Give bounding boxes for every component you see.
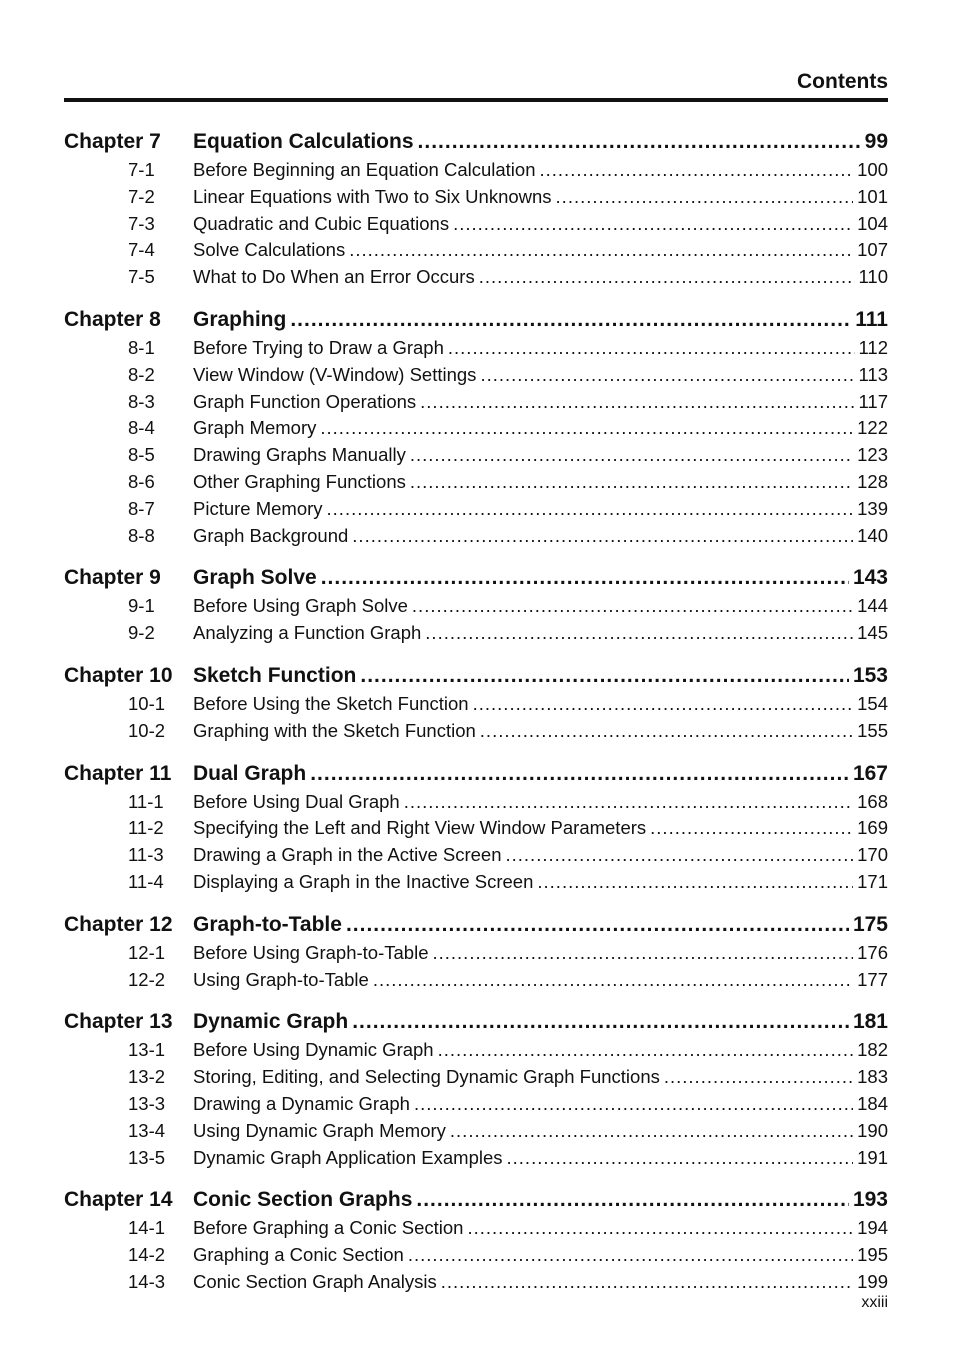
chapter-title: Dual Graph xyxy=(193,761,307,785)
section-number: 8-6 xyxy=(128,470,155,492)
chapter-page-number: 111 xyxy=(855,307,888,331)
section-entry[interactable] xyxy=(64,525,888,552)
section-entry[interactable] xyxy=(64,595,888,622)
section-page-number: 170 xyxy=(857,844,888,866)
section-title: Linear Equations with Two to Six Unknowns xyxy=(193,185,552,207)
section-entry[interactable] xyxy=(64,622,888,649)
section-title: Before Using Graph-to-Table xyxy=(193,941,429,963)
dot-leader xyxy=(537,871,853,893)
section-number: 13-2 xyxy=(128,1066,166,1088)
chapter-page-number: 143 xyxy=(852,566,888,590)
section-page-number: 144 xyxy=(857,595,888,617)
section-page-number: 117 xyxy=(858,390,888,412)
section-page-number: 171 xyxy=(857,870,888,892)
section-title: Quadratic and Cubic Equations xyxy=(193,212,450,234)
section-entry[interactable] xyxy=(64,871,888,898)
section-entry[interactable] xyxy=(64,1120,888,1147)
section-title: Displaying a Graph in the Inactive Screen xyxy=(193,870,534,892)
dot-leader xyxy=(327,498,854,520)
section-title: Dynamic Graph Application Examples xyxy=(193,1146,503,1168)
chapter-title: Sketch Function xyxy=(193,663,357,687)
section-page-number: 128 xyxy=(857,470,888,492)
chapter-title: Conic Section Graphs xyxy=(193,1188,413,1212)
section-entry[interactable] xyxy=(64,1039,888,1066)
section-number: 14-1 xyxy=(128,1217,166,1239)
dot-leader xyxy=(425,622,853,644)
chapter-label: Chapter 10 xyxy=(64,663,173,687)
header-rule xyxy=(64,98,888,102)
section-number: 8-1 xyxy=(128,336,155,358)
section-entry[interactable] xyxy=(64,444,888,471)
chapter-label: Chapter 7 xyxy=(64,130,161,153)
section-title: Drawing a Graph in the Active Screen xyxy=(193,844,502,866)
dot-leader xyxy=(360,664,849,688)
chapter-block xyxy=(64,566,888,649)
chapter-title: Equation Calculations xyxy=(193,130,414,153)
section-number: 11-1 xyxy=(128,790,164,812)
section-entry[interactable] xyxy=(64,817,888,844)
dot-leader xyxy=(441,1271,853,1293)
section-title: Conic Section Graph Analysis xyxy=(193,1270,437,1292)
section-entry[interactable] xyxy=(64,1271,888,1298)
dot-leader xyxy=(416,1188,849,1212)
section-title: Storing, Editing, and Selecting Dynamic Graph Functions xyxy=(193,1066,660,1088)
section-page-number: 182 xyxy=(857,1039,888,1061)
section-title: Graph Memory xyxy=(193,417,317,439)
chapter-entry[interactable] xyxy=(64,762,888,791)
section-entry[interactable] xyxy=(64,942,888,969)
chapter-title: Graph Solve xyxy=(193,566,317,590)
dot-leader xyxy=(450,1120,853,1142)
dot-leader xyxy=(349,239,853,261)
section-page-number: 140 xyxy=(857,524,888,546)
section-page-number: 154 xyxy=(857,692,888,714)
dot-leader xyxy=(346,913,849,937)
section-number: 14-3 xyxy=(128,1270,166,1292)
section-page-number: 113 xyxy=(858,363,888,385)
dot-leader xyxy=(448,337,855,359)
page-header-title: Contents xyxy=(797,70,888,93)
section-page-number: 194 xyxy=(857,1217,888,1239)
section-entry[interactable] xyxy=(64,1244,888,1271)
chapter-label: Chapter 8 xyxy=(64,307,161,331)
chapter-page-number: 175 xyxy=(852,912,888,936)
section-title: Graph Function Operations xyxy=(193,390,417,412)
dot-leader xyxy=(432,942,853,964)
section-page-number: 104 xyxy=(857,212,888,234)
chapter-label: Chapter 14 xyxy=(64,1188,173,1212)
section-title: Before Graphing a Conic Section xyxy=(193,1217,464,1239)
dot-leader xyxy=(650,817,853,839)
section-entry[interactable] xyxy=(64,498,888,525)
section-title: View Window (V-Window) Settings xyxy=(193,363,477,385)
section-entry[interactable] xyxy=(64,391,888,418)
dot-leader xyxy=(438,1039,854,1061)
dot-leader xyxy=(310,762,849,786)
dot-leader xyxy=(480,364,854,386)
section-entry[interactable] xyxy=(64,969,888,996)
section-page-number: 184 xyxy=(857,1092,888,1114)
chapter-entry[interactable] xyxy=(64,566,888,595)
dot-leader xyxy=(404,791,853,813)
chapter-label: Chapter 9 xyxy=(64,566,161,590)
section-entry[interactable] xyxy=(64,364,888,391)
section-title: Drawing Graphs Manually xyxy=(193,444,406,466)
section-number: 7-1 xyxy=(128,159,155,180)
section-title: Before Beginning an Equation Calculation xyxy=(193,159,536,180)
section-page-number: 107 xyxy=(857,239,888,261)
table-of-contents xyxy=(64,130,888,1313)
section-title: Analyzing a Function Graph xyxy=(193,622,422,644)
chapter-entry[interactable] xyxy=(64,308,888,337)
section-entry[interactable] xyxy=(64,417,888,444)
chapter-entry[interactable] xyxy=(64,913,888,942)
chapter-block xyxy=(64,762,888,898)
section-page-number: 190 xyxy=(857,1119,888,1141)
section-page-number: 199 xyxy=(857,1270,888,1292)
section-entry[interactable] xyxy=(64,1217,888,1244)
dot-leader xyxy=(453,213,853,235)
section-entry[interactable] xyxy=(64,471,888,498)
section-entry[interactable] xyxy=(64,1093,888,1120)
section-number: 7-3 xyxy=(128,212,155,234)
section-number: 12-2 xyxy=(128,968,166,990)
chapter-page-number: 181 xyxy=(852,1010,888,1034)
dot-leader xyxy=(540,159,854,181)
section-title: Before Using the Sketch Function xyxy=(193,692,469,714)
dot-leader xyxy=(418,130,861,154)
chapter-block xyxy=(64,308,888,551)
section-entry[interactable] xyxy=(64,1066,888,1093)
dot-leader xyxy=(373,969,853,991)
section-entry[interactable] xyxy=(64,186,888,213)
dot-leader xyxy=(473,693,854,715)
section-entry[interactable] xyxy=(64,693,888,720)
chapter-page-number: 99 xyxy=(864,130,888,153)
section-entry[interactable] xyxy=(64,1147,888,1174)
section-number: 8-8 xyxy=(128,524,155,546)
chapter-block xyxy=(64,1010,888,1173)
section-number: 12-1 xyxy=(128,941,166,963)
section-number: 9-1 xyxy=(128,595,155,617)
dot-leader xyxy=(556,186,854,208)
chapter-block xyxy=(64,1188,888,1297)
section-page-number: 191 xyxy=(857,1146,888,1168)
section-title: Picture Memory xyxy=(193,497,323,519)
section-title: Using Graph-to-Table xyxy=(193,968,369,990)
section-number: 7-5 xyxy=(128,266,155,288)
section-page-number: 122 xyxy=(857,417,888,439)
chapter-entry[interactable] xyxy=(64,1188,888,1217)
section-number: 13-5 xyxy=(128,1146,166,1168)
page-number: xxiii xyxy=(861,1294,888,1311)
dot-leader xyxy=(420,391,854,413)
document-page xyxy=(64,0,888,1352)
section-number: 7-2 xyxy=(128,185,155,207)
section-title: Before Using Dynamic Graph xyxy=(193,1039,434,1061)
chapter-title: Graph-to-Table xyxy=(193,912,342,936)
dot-leader xyxy=(506,844,854,866)
section-entry[interactable] xyxy=(64,266,888,293)
dot-leader xyxy=(290,308,851,332)
section-entry[interactable] xyxy=(64,159,888,186)
chapter-label: Chapter 13 xyxy=(64,1010,173,1034)
dot-leader xyxy=(664,1066,853,1088)
section-number: 10-1 xyxy=(128,692,166,714)
chapter-title: Dynamic Graph xyxy=(193,1010,349,1034)
section-entry[interactable] xyxy=(64,720,888,747)
section-number: 13-1 xyxy=(128,1039,166,1061)
section-page-number: 110 xyxy=(858,266,888,288)
section-title: Using Dynamic Graph Memory xyxy=(193,1119,446,1141)
section-number: 8-2 xyxy=(128,363,155,385)
dot-leader xyxy=(480,720,853,742)
chapter-block xyxy=(64,130,888,293)
section-entry[interactable] xyxy=(64,844,888,871)
chapter-entry[interactable] xyxy=(64,664,888,693)
dot-leader xyxy=(408,1244,853,1266)
section-page-number: 139 xyxy=(857,497,888,519)
dot-leader xyxy=(352,525,853,547)
section-page-number: 168 xyxy=(857,790,888,812)
section-number: 8-4 xyxy=(128,417,155,439)
section-title: Specifying the Left and Right View Window Parameters xyxy=(193,817,647,839)
chapter-label: Chapter 12 xyxy=(64,912,173,936)
section-title: Before Using Dual Graph xyxy=(193,790,400,812)
section-number: 13-4 xyxy=(128,1119,166,1141)
chapter-page-number: 153 xyxy=(852,663,888,687)
section-title: What to Do When an Error Occurs xyxy=(193,266,475,288)
dot-leader xyxy=(352,1010,849,1034)
dot-leader xyxy=(321,566,849,590)
section-title: Graphing with the Sketch Function xyxy=(193,719,476,741)
section-page-number: 100 xyxy=(857,159,888,180)
section-number: 10-2 xyxy=(128,719,166,741)
section-page-number: 176 xyxy=(857,941,888,963)
section-number: 14-2 xyxy=(128,1244,166,1266)
chapter-page-number: 193 xyxy=(852,1188,888,1212)
section-number: 11-3 xyxy=(128,844,164,866)
section-title: Drawing a Dynamic Graph xyxy=(193,1092,410,1114)
section-title: Before Using Graph Solve xyxy=(193,595,408,617)
section-page-number: 195 xyxy=(857,1244,888,1266)
section-title: Other Graphing Functions xyxy=(193,470,406,492)
section-page-number: 112 xyxy=(858,336,888,358)
section-entry[interactable] xyxy=(64,239,888,266)
section-title: Graph Background xyxy=(193,524,349,546)
dot-leader xyxy=(320,417,853,439)
chapter-entry[interactable] xyxy=(64,1010,888,1039)
section-page-number: 123 xyxy=(857,444,888,466)
dot-leader xyxy=(467,1217,853,1239)
section-number: 9-2 xyxy=(128,622,155,644)
section-entry[interactable] xyxy=(64,337,888,364)
section-number: 11-2 xyxy=(128,817,164,839)
section-page-number: 169 xyxy=(857,817,888,839)
section-page-number: 155 xyxy=(857,719,888,741)
section-page-number: 101 xyxy=(857,185,888,207)
section-entry[interactable] xyxy=(64,213,888,240)
section-number: 11-4 xyxy=(128,870,164,892)
dot-leader xyxy=(410,471,853,493)
chapter-entry[interactable] xyxy=(64,130,888,159)
section-page-number: 177 xyxy=(857,968,888,990)
section-page-number: 183 xyxy=(857,1066,888,1088)
chapter-block xyxy=(64,913,888,996)
chapter-block xyxy=(64,664,888,747)
section-number: 7-4 xyxy=(128,239,155,261)
section-number: 8-7 xyxy=(128,497,155,519)
section-page-number: 145 xyxy=(857,622,888,644)
section-number: 8-5 xyxy=(128,444,155,466)
chapter-title: Graphing xyxy=(193,307,287,331)
section-number: 8-3 xyxy=(128,390,155,412)
dot-leader xyxy=(507,1147,854,1169)
section-title: Graphing a Conic Section xyxy=(193,1244,404,1266)
section-number: 13-3 xyxy=(128,1092,166,1114)
chapter-page-number: 167 xyxy=(852,761,888,785)
dot-leader xyxy=(412,595,853,617)
chapter-label: Chapter 11 xyxy=(64,761,172,785)
dot-leader xyxy=(479,266,855,288)
dot-leader xyxy=(410,444,853,466)
dot-leader xyxy=(414,1093,853,1115)
section-entry[interactable] xyxy=(64,791,888,818)
section-title: Solve Calculations xyxy=(193,239,346,261)
section-title: Before Trying to Draw a Graph xyxy=(193,336,444,358)
